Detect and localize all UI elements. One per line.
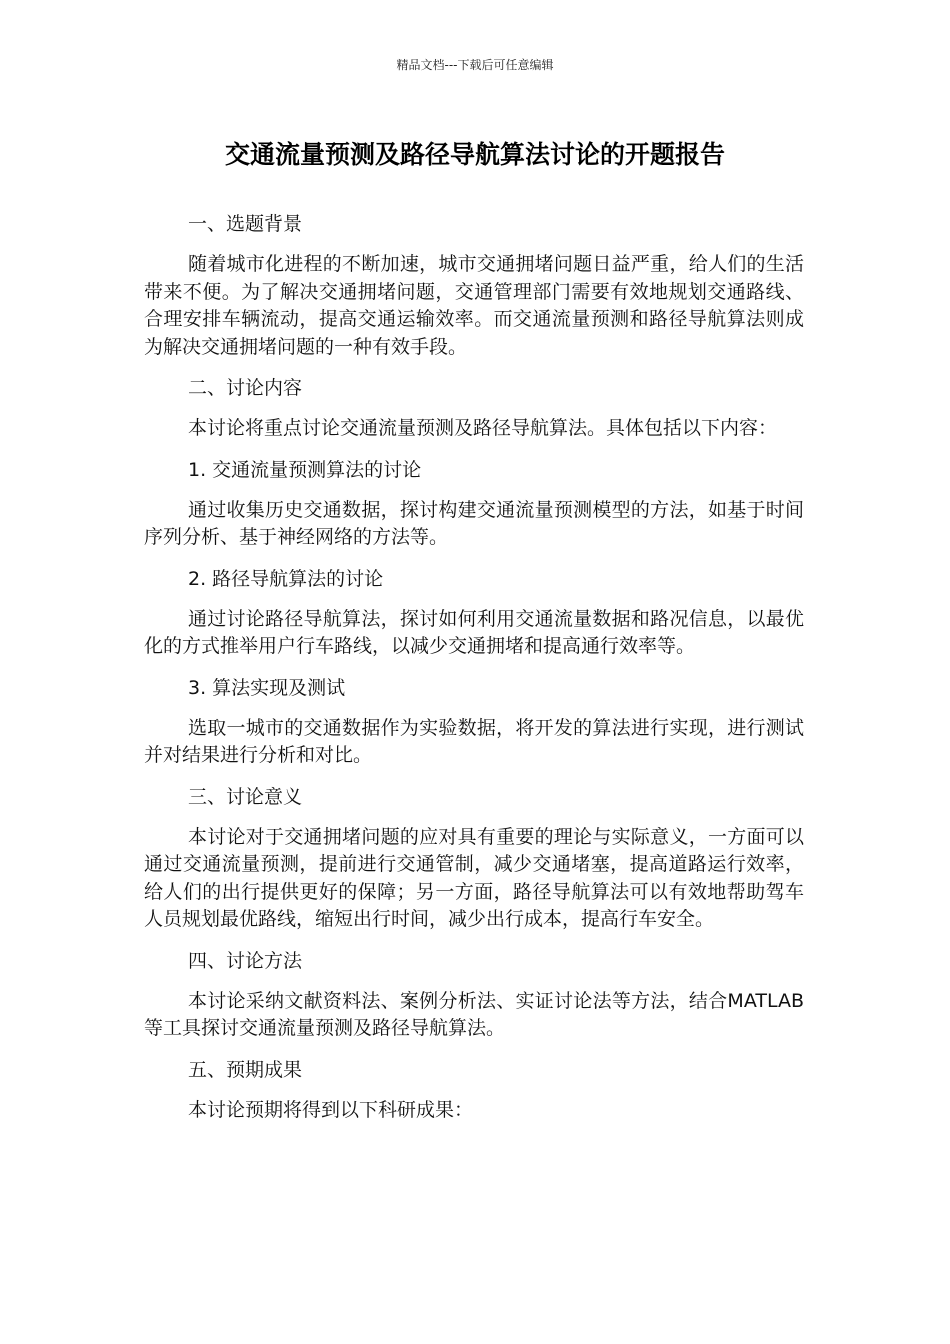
paragraph-route-navigation: 通过讨论路径导航算法，探讨如何利用交通流量数据和路况信息，以最优化的方式推举用户行车路线，以减少交通拥堵和提高通行效率等。 <box>144 607 804 657</box>
section-heading-expected-results: 五、预期成果 <box>188 1058 303 1081</box>
paragraph-content-intro: 本讨论将重点讨论交通流量预测及路径导航算法。具体包括以下内容： <box>188 417 778 439</box>
subsection-heading-flow-prediction: 1. 交通流量预测算法的讨论 <box>188 458 422 481</box>
subsection-heading-route-navigation: 2. 路径导航算法的讨论 <box>188 567 384 590</box>
section-heading-method: 四、讨论方法 <box>188 949 303 972</box>
page-header: 精品文档---下载后可任意编辑 <box>396 58 554 72</box>
paragraph-significance: 本讨论对于交通拥堵问题的应对具有重要的理论与实际意义，一方面可以通过交通流量预测，提前进行交通管制，减少交通堵塞，提高道路运行效率，给人们的出行提供更好的保障；另一方面，路径导航算法可以有效地帮助驾车人员规划最优路线，缩短出行时间，减少出行成本，提高行车安全。 <box>144 825 804 930</box>
document-body <box>144 210 804 1137</box>
paragraph-flow-prediction: 通过收集历史交通数据，探讨构建交通流量预测模型的方法，如基于时间序列分析、基于神经网络的方法等。 <box>144 498 804 548</box>
subsection-heading-implementation: 3. 算法实现及测试 <box>188 676 346 699</box>
section-heading-significance: 三、讨论意义 <box>188 785 303 808</box>
paragraph-background: 随着城市化进程的不断加速，城市交通拥堵问题日益严重，给人们的生活带来不便。为了解决交通拥堵问题，交通管理部门需要有效地规划交通路线、合理安排车辆流动，提高交通运输效率。而交通流量预测和路径导航算法则成为解决交通拥堵问题的一种有效手段。 <box>144 253 804 358</box>
section-heading-content: 二、讨论内容 <box>188 377 303 399</box>
paragraph-method: 本讨论采纳文献资料法、案例分析法、实证讨论法等方法，结合MATLAB 等工具探讨交通流量预测及路径导航算法。 <box>144 989 804 1039</box>
paragraph-expected-results: 本讨论预期将得到以下科研成果： <box>188 1098 474 1121</box>
section-heading-background: 一、选题背景 <box>188 213 303 235</box>
paragraph-implementation: 选取一城市的交通数据作为实验数据，将开发的算法进行实现，进行测试并对结果进行分析和对比。 <box>144 716 804 766</box>
document-title: 交通流量预测及路径导航算法讨论的开题报告 <box>224 140 725 169</box>
